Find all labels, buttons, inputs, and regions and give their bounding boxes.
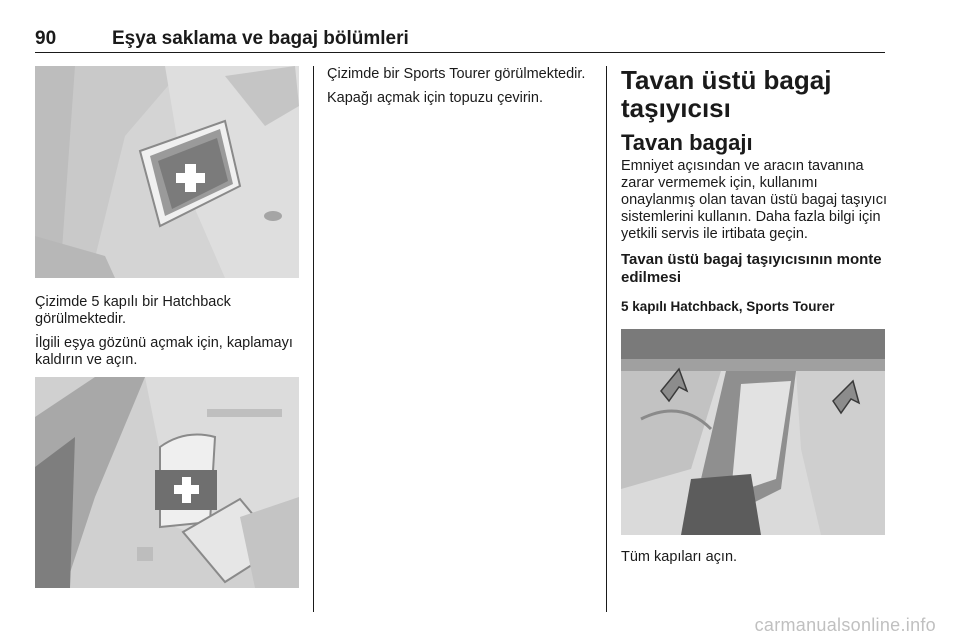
open-compartment-illustration (35, 377, 299, 588)
section-heading-roof-rack: Tavan üstü bagaj taşıyıcısı (621, 65, 832, 123)
page-number: 90 (35, 28, 57, 49)
instruction-open-doors: Tüm kapıları açın. (621, 549, 738, 565)
trunk-first-aid-kit-illustration (35, 66, 299, 278)
page-header (35, 22, 885, 53)
subheading-mounting: Tavan üstü bagaj taşıyıcısının monte edilmesi (621, 251, 882, 286)
roof-mounting-illustration (621, 329, 885, 535)
column-divider-1 (313, 66, 314, 612)
page-title: Eşya saklama ve bagaj bölümleri (112, 28, 409, 49)
column-divider-2 (606, 66, 607, 612)
subheading-roof-rack: Tavan bagajı (621, 130, 753, 155)
column-middle (327, 66, 597, 114)
instruction-turn-knob: Kapağı açmak için topuzu çevirin. (327, 90, 543, 106)
caption-hatchback: Çizimde 5 kapılı bir Hatchback görülmektedir. (35, 294, 231, 327)
column-right (621, 66, 889, 573)
column-left (35, 66, 299, 588)
instruction-open-compartment: İlgili eşya gözünü açmak için, kaplamayı kaldırın ve açın. (35, 335, 293, 368)
caption-sports-tourer: Çizimde bir Sports Tourer görülmektedir. (327, 66, 586, 82)
roof-rack-safety-text: Emniyet açısından ve aracın tavanına zarar vermemek için, kullanımı onaylanmış olan tavan üstü bagaj taşıyıcı sistemlerini kullanın. Daha fazla bilgi için yetkili servis ile irtibata geçin. (621, 158, 887, 242)
watermark: carmanualsonline.info (754, 615, 936, 635)
subheading-models: 5 kapılı Hatchback, Sports Tourer (621, 299, 835, 314)
